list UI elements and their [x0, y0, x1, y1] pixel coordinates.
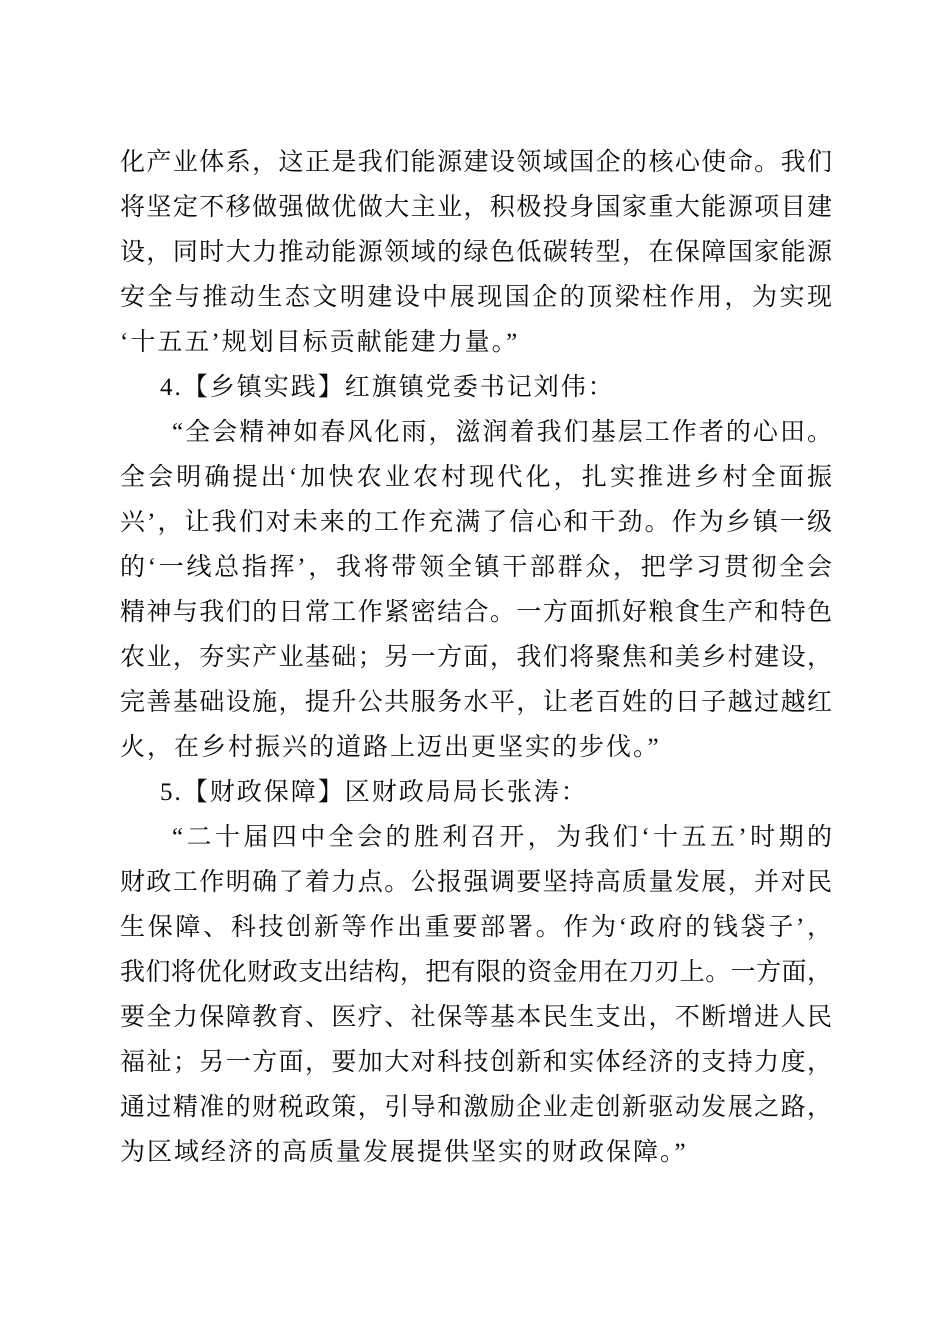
text-line-19: 我们将优化财政支出结构，把有限的资金用在刀刃上。一方面，: [120, 959, 832, 986]
text-line-14: 火，在乡村振兴的道路上迈出更坚实的步伐。”: [120, 734, 661, 761]
text-line-22: 通过精准的财税政策，引导和激励企业走创新驱动发展之路，: [120, 1094, 832, 1121]
text-line-11: 精神与我们的日常工作紧密结合。一方面抓好粮食生产和特色: [120, 599, 832, 626]
text-line-13: 完善基础设施，提升公共服务水平，让老百姓的日子越过越红: [120, 689, 832, 716]
text-line-21: 福祉；另一方面，要加大对科技创新和实体经济的支持力度，: [120, 1049, 832, 1076]
text-line-8: 全会明确提出‘加快农业农村现代化，扎实推进乡村全面振: [120, 464, 832, 491]
section-heading-5: 5.【财政保障】区财政局局长张涛：: [160, 779, 588, 806]
text-line-12: 农业，夯实产业基础；另一方面，我们将聚焦和美乡村建设，: [120, 644, 832, 671]
text-line-23: 为区域经济的高质量发展提供坚实的财政保障。”: [120, 1139, 688, 1166]
text-line-18: 生保障、科技创新等作出重要部署。作为‘政府的钱袋子’，: [120, 914, 832, 941]
text-line-3: 设，同时大力推动能源领域的绿色低碳转型，在保障国家能源: [120, 239, 832, 266]
text-line-10: 的‘一线总指挥’，我将带领全镇干部群众，把学习贯彻全会: [120, 554, 832, 581]
section-heading-4: 4.【乡镇实践】红旗镇党委书记刘伟：: [160, 374, 615, 401]
text-line-20: 要全力保障教育、医疗、社保等基本民生支出，不断增进人民: [120, 1004, 832, 1031]
text-line-5: ‘十五五’规划目标贡献能建力量。”: [120, 329, 520, 356]
text-line-7: “全会精神如春风化雨，滋润着我们基层工作者的心田。: [172, 419, 832, 446]
text-line-17: 财政工作明确了着力点。公报强调要坚持高质量发展，并对民: [120, 869, 832, 896]
text-line-4: 安全与推动生态文明建设中展现国企的顶梁柱作用，为实现: [120, 284, 832, 311]
text-line-1: 化产业体系，这正是我们能源建设领域国企的核心使命。我们: [120, 149, 832, 176]
document-text-block: [120, 140, 832, 1175]
text-line-2: 将坚定不移做强做优做大主业，积极投身国家重大能源项目建: [120, 194, 832, 221]
text-line-9: 兴’，让我们对未来的工作充满了信心和干劲。作为乡镇一级: [120, 509, 832, 536]
text-line-16: “二十届四中全会的胜利召开，为我们‘十五五’时期的: [172, 824, 832, 851]
